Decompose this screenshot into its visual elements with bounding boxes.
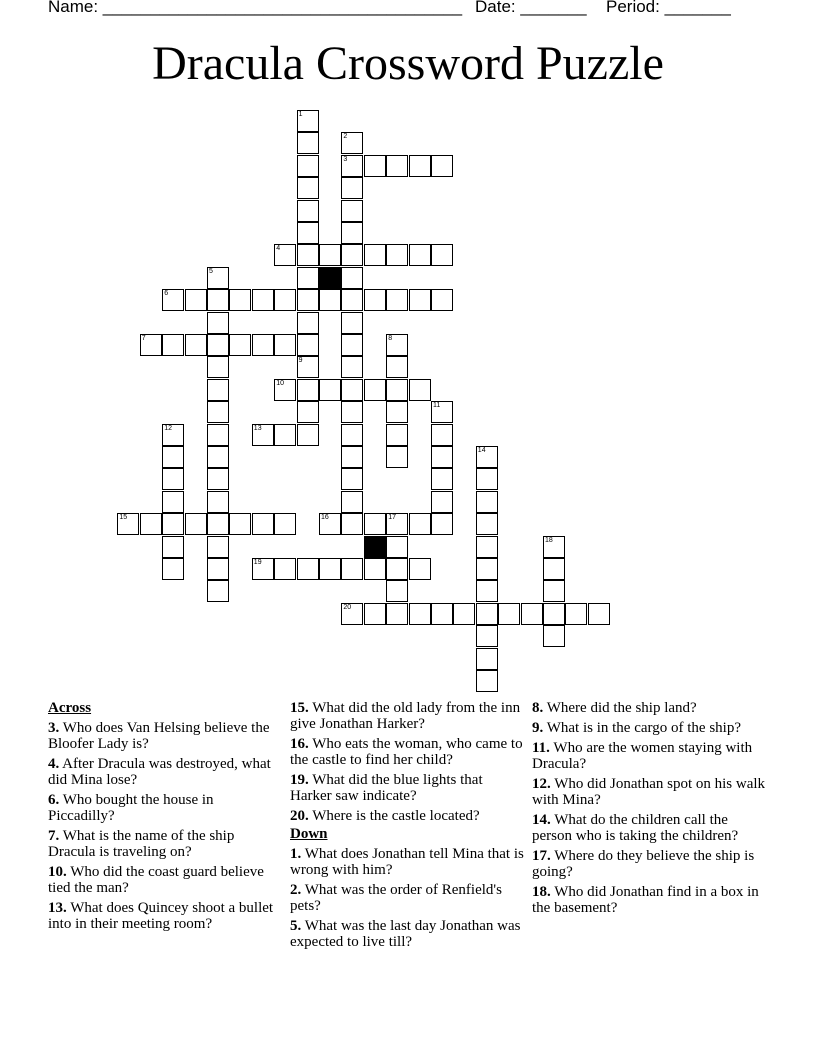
clue-number-label: 6. bbox=[48, 792, 60, 808]
crossword-cell[interactable] bbox=[162, 536, 184, 558]
crossword-cell[interactable] bbox=[140, 513, 162, 535]
crossword-cell[interactable] bbox=[297, 401, 319, 423]
crossword-cell[interactable] bbox=[117, 513, 139, 535]
crossword-cell[interactable] bbox=[476, 670, 498, 692]
crossword-cell[interactable] bbox=[207, 379, 229, 401]
clue-text: Who did Jonathan spot on his walk with Mina? bbox=[532, 776, 766, 808]
crossword-cell[interactable] bbox=[319, 244, 341, 266]
name-field[interactable]: Name: ______________________________________ bbox=[48, 0, 463, 16]
crossword-cell[interactable] bbox=[162, 513, 184, 535]
crossword-cell[interactable] bbox=[341, 379, 363, 401]
crossword-cell[interactable] bbox=[229, 513, 251, 535]
crossword-cell[interactable] bbox=[274, 244, 296, 266]
clue-number: 5 bbox=[209, 267, 213, 275]
clue-item bbox=[532, 884, 768, 916]
crossword-cell[interactable] bbox=[252, 334, 274, 356]
clue-item bbox=[290, 918, 526, 950]
crossword-cell[interactable] bbox=[543, 603, 565, 625]
crossword-cell[interactable] bbox=[162, 468, 184, 490]
crossword-cell[interactable] bbox=[207, 289, 229, 311]
crossword-cell[interactable] bbox=[252, 558, 274, 580]
crossword-cell[interactable] bbox=[431, 289, 453, 311]
crossword-cell[interactable] bbox=[252, 424, 274, 446]
crossword-cell[interactable] bbox=[341, 468, 363, 490]
crossword-cell[interactable] bbox=[207, 513, 229, 535]
crossword-cell[interactable] bbox=[341, 491, 363, 513]
clue-text: Who does Van Helsing believe the Bloofer Lady is? bbox=[48, 720, 270, 752]
crossword-cell[interactable] bbox=[207, 468, 229, 490]
crossword-cell[interactable] bbox=[162, 289, 184, 311]
clue-text: Who did Jonathan find in a box in the basement? bbox=[532, 884, 759, 916]
crossword-cell[interactable] bbox=[207, 558, 229, 580]
crossword-cell[interactable] bbox=[386, 155, 408, 177]
across-heading: Across bbox=[48, 700, 92, 716]
crossword-cell[interactable] bbox=[409, 513, 431, 535]
crossword-cell[interactable] bbox=[341, 177, 363, 199]
clue-number-label: 3. bbox=[48, 720, 60, 736]
clues-column-2 bbox=[290, 700, 526, 954]
crossword-cell[interactable] bbox=[341, 424, 363, 446]
crossword-cell[interactable] bbox=[521, 603, 543, 625]
crossword-cell[interactable] bbox=[364, 289, 386, 311]
crossword-cell[interactable] bbox=[162, 424, 184, 446]
crossword-cell[interactable] bbox=[476, 536, 498, 558]
crossword-cell[interactable] bbox=[297, 379, 319, 401]
crossword-cell[interactable] bbox=[588, 603, 610, 625]
clue-item bbox=[48, 828, 276, 860]
clue-text: Who did the coast guard believe tied the man? bbox=[48, 864, 264, 896]
clue-item bbox=[48, 720, 276, 752]
crossword-cell[interactable] bbox=[341, 513, 363, 535]
clue-number-label: 17. bbox=[532, 848, 551, 864]
crossword-cell[interactable] bbox=[476, 625, 498, 647]
crossword-cell[interactable] bbox=[386, 334, 408, 356]
clue-text: Who eats the woman, who came to the castle to find her child? bbox=[290, 736, 523, 768]
crossword-cell[interactable] bbox=[297, 200, 319, 222]
crossword-cell[interactable] bbox=[364, 513, 386, 535]
clues-column-3 bbox=[532, 700, 768, 920]
crossword-cell[interactable] bbox=[207, 491, 229, 513]
crossword-cell[interactable] bbox=[341, 312, 363, 334]
crossword-cell[interactable] bbox=[453, 603, 475, 625]
crossword-cell[interactable] bbox=[409, 289, 431, 311]
clue-text: Where do they believe the ship is going? bbox=[532, 848, 755, 880]
crossword-cell[interactable] bbox=[543, 625, 565, 647]
clue-text: What is in the cargo of the ship? bbox=[543, 720, 741, 736]
crossword-cell[interactable] bbox=[543, 580, 565, 602]
crossword-cell[interactable] bbox=[341, 155, 363, 177]
crossword-cell[interactable] bbox=[498, 603, 520, 625]
crossword-cell[interactable] bbox=[229, 334, 251, 356]
crossword-cell[interactable] bbox=[476, 580, 498, 602]
crossword-cell[interactable] bbox=[431, 491, 453, 513]
clue-number: 7 bbox=[141, 335, 146, 342]
crossword-cell[interactable] bbox=[409, 244, 431, 266]
clue-text: Who are the women staying with Dracula? bbox=[532, 740, 753, 772]
crossword-cell[interactable] bbox=[386, 289, 408, 311]
crossword-cell[interactable] bbox=[207, 424, 229, 446]
clue-number-label: 9. bbox=[532, 720, 544, 736]
clue-item bbox=[48, 756, 276, 788]
clue-number-label: 5. bbox=[290, 918, 302, 934]
crossword-cell[interactable] bbox=[431, 446, 453, 468]
crossword-cell[interactable] bbox=[341, 334, 363, 356]
black-cell bbox=[319, 267, 341, 289]
crossword-cell[interactable] bbox=[274, 289, 296, 311]
crossword-cell[interactable] bbox=[341, 446, 363, 468]
crossword-cell[interactable] bbox=[297, 334, 319, 356]
clue-item bbox=[532, 740, 768, 772]
crossword-cell[interactable] bbox=[319, 379, 341, 401]
crossword-cell[interactable] bbox=[274, 558, 296, 580]
clue-item bbox=[48, 792, 276, 824]
crossword-cell[interactable] bbox=[341, 356, 363, 378]
crossword-cell[interactable] bbox=[364, 155, 386, 177]
black-cell bbox=[364, 536, 386, 558]
clue-number-label: 15. bbox=[290, 700, 309, 716]
crossword-cell[interactable] bbox=[341, 603, 363, 625]
across-clue-list bbox=[48, 720, 276, 932]
date-field[interactable]: Date: _______ bbox=[475, 0, 587, 16]
crossword-cell[interactable] bbox=[297, 110, 319, 132]
crossword-cell[interactable] bbox=[297, 356, 319, 378]
crossword-cell[interactable] bbox=[297, 155, 319, 177]
clue-number-label: 8. bbox=[532, 700, 544, 716]
clue-text: What does Quincey shoot a bullet into in their meeting room? bbox=[48, 900, 274, 932]
crossword-cell[interactable] bbox=[274, 424, 296, 446]
clue-item bbox=[532, 812, 768, 844]
crossword-cell[interactable] bbox=[319, 558, 341, 580]
clue-text: What is the name of the ship Dracula is traveling on? bbox=[48, 828, 235, 860]
crossword-cell[interactable] bbox=[341, 200, 363, 222]
crossword-cell[interactable] bbox=[162, 558, 184, 580]
crossword-cell[interactable] bbox=[386, 558, 408, 580]
crossword-cell[interactable] bbox=[386, 379, 408, 401]
clue-number-label: 11. bbox=[532, 740, 550, 756]
crossword-cell[interactable] bbox=[386, 536, 408, 558]
clue-number-label: 13. bbox=[48, 900, 67, 916]
across-clue-list-continued bbox=[290, 700, 526, 824]
clue-item bbox=[532, 848, 768, 880]
crossword-cell[interactable] bbox=[207, 267, 229, 289]
crossword-cell[interactable] bbox=[386, 401, 408, 423]
clue-number-label: 7. bbox=[48, 828, 60, 844]
clue-number: 18 bbox=[545, 536, 553, 544]
crossword-cell[interactable] bbox=[162, 334, 184, 356]
crossword-cell[interactable] bbox=[297, 424, 319, 446]
clue-text: Where did the ship land? bbox=[543, 700, 697, 716]
clue-number: 15 bbox=[119, 514, 128, 522]
clue-text: What do the children call the person who is taking the children? bbox=[532, 812, 739, 844]
crossword-cell[interactable] bbox=[476, 446, 498, 468]
down-heading: Down bbox=[290, 826, 328, 842]
clue-number: 20 bbox=[343, 603, 352, 611]
crossword-cell[interactable] bbox=[431, 244, 453, 266]
crossword-cell[interactable] bbox=[476, 558, 498, 580]
crossword-cell[interactable] bbox=[162, 491, 184, 513]
clue-number: 6 bbox=[164, 290, 169, 298]
clue-number-label: 14. bbox=[532, 812, 551, 828]
crossword-cell[interactable] bbox=[364, 244, 386, 266]
crossword-cell[interactable] bbox=[543, 558, 565, 580]
crossword-cell[interactable] bbox=[386, 580, 408, 602]
crossword-cell[interactable] bbox=[162, 446, 184, 468]
clue-text: After Dracula was destroyed, what did Mina lose? bbox=[48, 756, 271, 788]
clue-number: 11 bbox=[433, 402, 441, 410]
crossword-cell[interactable] bbox=[364, 603, 386, 625]
clue-item bbox=[532, 720, 768, 736]
crossword-cell[interactable] bbox=[297, 289, 319, 311]
clue-item bbox=[290, 700, 526, 732]
clue-text: What does Jonathan tell Mina that is wrong with him? bbox=[290, 846, 524, 878]
crossword-cell[interactable] bbox=[341, 244, 363, 266]
crossword-cell[interactable] bbox=[364, 379, 386, 401]
crossword-cell[interactable] bbox=[341, 401, 363, 423]
crossword-cell[interactable] bbox=[565, 603, 587, 625]
crossword-cell[interactable] bbox=[207, 312, 229, 334]
crossword-cell[interactable] bbox=[431, 513, 453, 535]
crossword-cell[interactable] bbox=[207, 334, 229, 356]
clue-number: 1 bbox=[298, 111, 303, 118]
clue-text: What was the last day Jonathan was expected to live till? bbox=[290, 918, 521, 950]
crossword-cell[interactable] bbox=[185, 334, 207, 356]
clue-number: 3 bbox=[343, 155, 348, 163]
crossword-cell[interactable] bbox=[207, 536, 229, 558]
crossword-cell[interactable] bbox=[207, 356, 229, 378]
clue-item bbox=[290, 808, 526, 824]
crossword-cell[interactable] bbox=[297, 132, 319, 154]
period-field[interactable]: Period: _______ bbox=[606, 0, 731, 16]
crossword-cell[interactable] bbox=[409, 558, 431, 580]
clue-text: What did the blue lights that Harker saw indicate? bbox=[290, 772, 483, 804]
crossword-cell[interactable] bbox=[431, 401, 453, 423]
crossword-cell[interactable] bbox=[386, 446, 408, 468]
crossword-cell[interactable] bbox=[364, 558, 386, 580]
clue-text: What was the order of Renfield's pets? bbox=[290, 882, 502, 914]
down-clue-list-continued bbox=[532, 700, 768, 916]
crossword-cell[interactable] bbox=[386, 244, 408, 266]
clue-item bbox=[290, 736, 526, 768]
clue-number-label: 1. bbox=[290, 846, 302, 862]
crossword-cell[interactable] bbox=[409, 603, 431, 625]
crossword-cell[interactable] bbox=[252, 289, 274, 311]
crossword-cell[interactable] bbox=[476, 513, 498, 535]
crossword-cell[interactable] bbox=[409, 155, 431, 177]
crossword-cell[interactable] bbox=[319, 513, 341, 535]
clue-text: Where is the castle located? bbox=[308, 808, 480, 824]
crossword-cell[interactable] bbox=[476, 491, 498, 513]
clue-number: 16 bbox=[321, 514, 329, 522]
crossword-cell[interactable] bbox=[297, 267, 319, 289]
crossword-cell[interactable] bbox=[297, 312, 319, 334]
clue-number: 14 bbox=[477, 447, 486, 454]
crossword-cell[interactable] bbox=[274, 513, 296, 535]
crossword-cell[interactable] bbox=[431, 424, 453, 446]
crossword-cell[interactable] bbox=[297, 177, 319, 199]
crossword-cell[interactable] bbox=[140, 334, 162, 356]
clue-number: 17 bbox=[388, 514, 396, 522]
clue-number: 12 bbox=[164, 424, 172, 432]
crossword-cell[interactable] bbox=[476, 603, 498, 625]
crossword-cell[interactable] bbox=[319, 289, 341, 311]
clue-number: 13 bbox=[253, 424, 262, 432]
clue-number-label: 18. bbox=[532, 884, 551, 900]
crossword-cell[interactable] bbox=[476, 648, 498, 670]
crossword-cell[interactable] bbox=[274, 334, 296, 356]
clue-number: 10 bbox=[276, 379, 284, 387]
crossword-cell[interactable] bbox=[386, 356, 408, 378]
crossword-cell[interactable] bbox=[341, 222, 363, 244]
clue-item bbox=[48, 864, 276, 896]
clue-number: 8 bbox=[388, 335, 393, 342]
clue-item bbox=[290, 882, 526, 914]
crossword-cell[interactable] bbox=[297, 222, 319, 244]
crossword-cell[interactable] bbox=[341, 132, 363, 154]
clue-item bbox=[290, 772, 526, 804]
clues-column-1 bbox=[48, 700, 276, 936]
crossword-cell[interactable] bbox=[274, 379, 296, 401]
clue-text: What did the old lady from the inn give Jonathan Harker? bbox=[290, 700, 521, 732]
crossword-cell[interactable] bbox=[229, 289, 251, 311]
down-clue-list bbox=[290, 846, 526, 950]
crossword-cell[interactable] bbox=[543, 536, 565, 558]
clue-item bbox=[48, 900, 276, 932]
clue-item bbox=[532, 700, 768, 716]
crossword-cell[interactable] bbox=[207, 580, 229, 602]
clue-number: 4 bbox=[276, 245, 281, 253]
crossword-cell[interactable] bbox=[341, 289, 363, 311]
crossword-cell[interactable] bbox=[431, 155, 453, 177]
crossword-cell[interactable] bbox=[431, 468, 453, 490]
clue-item bbox=[290, 846, 526, 878]
clue-number-label: 2. bbox=[290, 882, 302, 898]
crossword-cell[interactable] bbox=[297, 244, 319, 266]
clue-number: 2 bbox=[343, 133, 348, 141]
clue-number: 19 bbox=[253, 559, 262, 566]
page-title: Dracula Crossword Puzzle bbox=[152, 37, 664, 90]
clue-number-label: 4. bbox=[48, 756, 60, 772]
clue-number-label: 19. bbox=[290, 772, 309, 788]
crossword-cell[interactable] bbox=[409, 379, 431, 401]
crossword-cell[interactable] bbox=[386, 424, 408, 446]
clue-number-label: 12. bbox=[532, 776, 551, 792]
crossword-cell[interactable] bbox=[207, 401, 229, 423]
crossword-cell[interactable] bbox=[185, 513, 207, 535]
clue-number-label: 16. bbox=[290, 736, 309, 752]
crossword-cell[interactable] bbox=[386, 513, 408, 535]
crossword-cell[interactable] bbox=[386, 603, 408, 625]
crossword-cell[interactable] bbox=[341, 558, 363, 580]
crossword-cell[interactable] bbox=[185, 289, 207, 311]
clue-number: 9 bbox=[298, 357, 303, 365]
clue-text: Who bought the house in Piccadilly? bbox=[48, 792, 214, 824]
crossword-cell[interactable] bbox=[207, 446, 229, 468]
clue-number-label: 10. bbox=[48, 864, 67, 880]
crossword-cell[interactable] bbox=[297, 558, 319, 580]
clue-item bbox=[532, 776, 768, 808]
crossword-cell[interactable] bbox=[476, 468, 498, 490]
clue-number-label: 20. bbox=[290, 808, 309, 824]
crossword-cell[interactable] bbox=[341, 267, 363, 289]
crossword-cell[interactable] bbox=[252, 513, 274, 535]
crossword-cell[interactable] bbox=[431, 603, 453, 625]
